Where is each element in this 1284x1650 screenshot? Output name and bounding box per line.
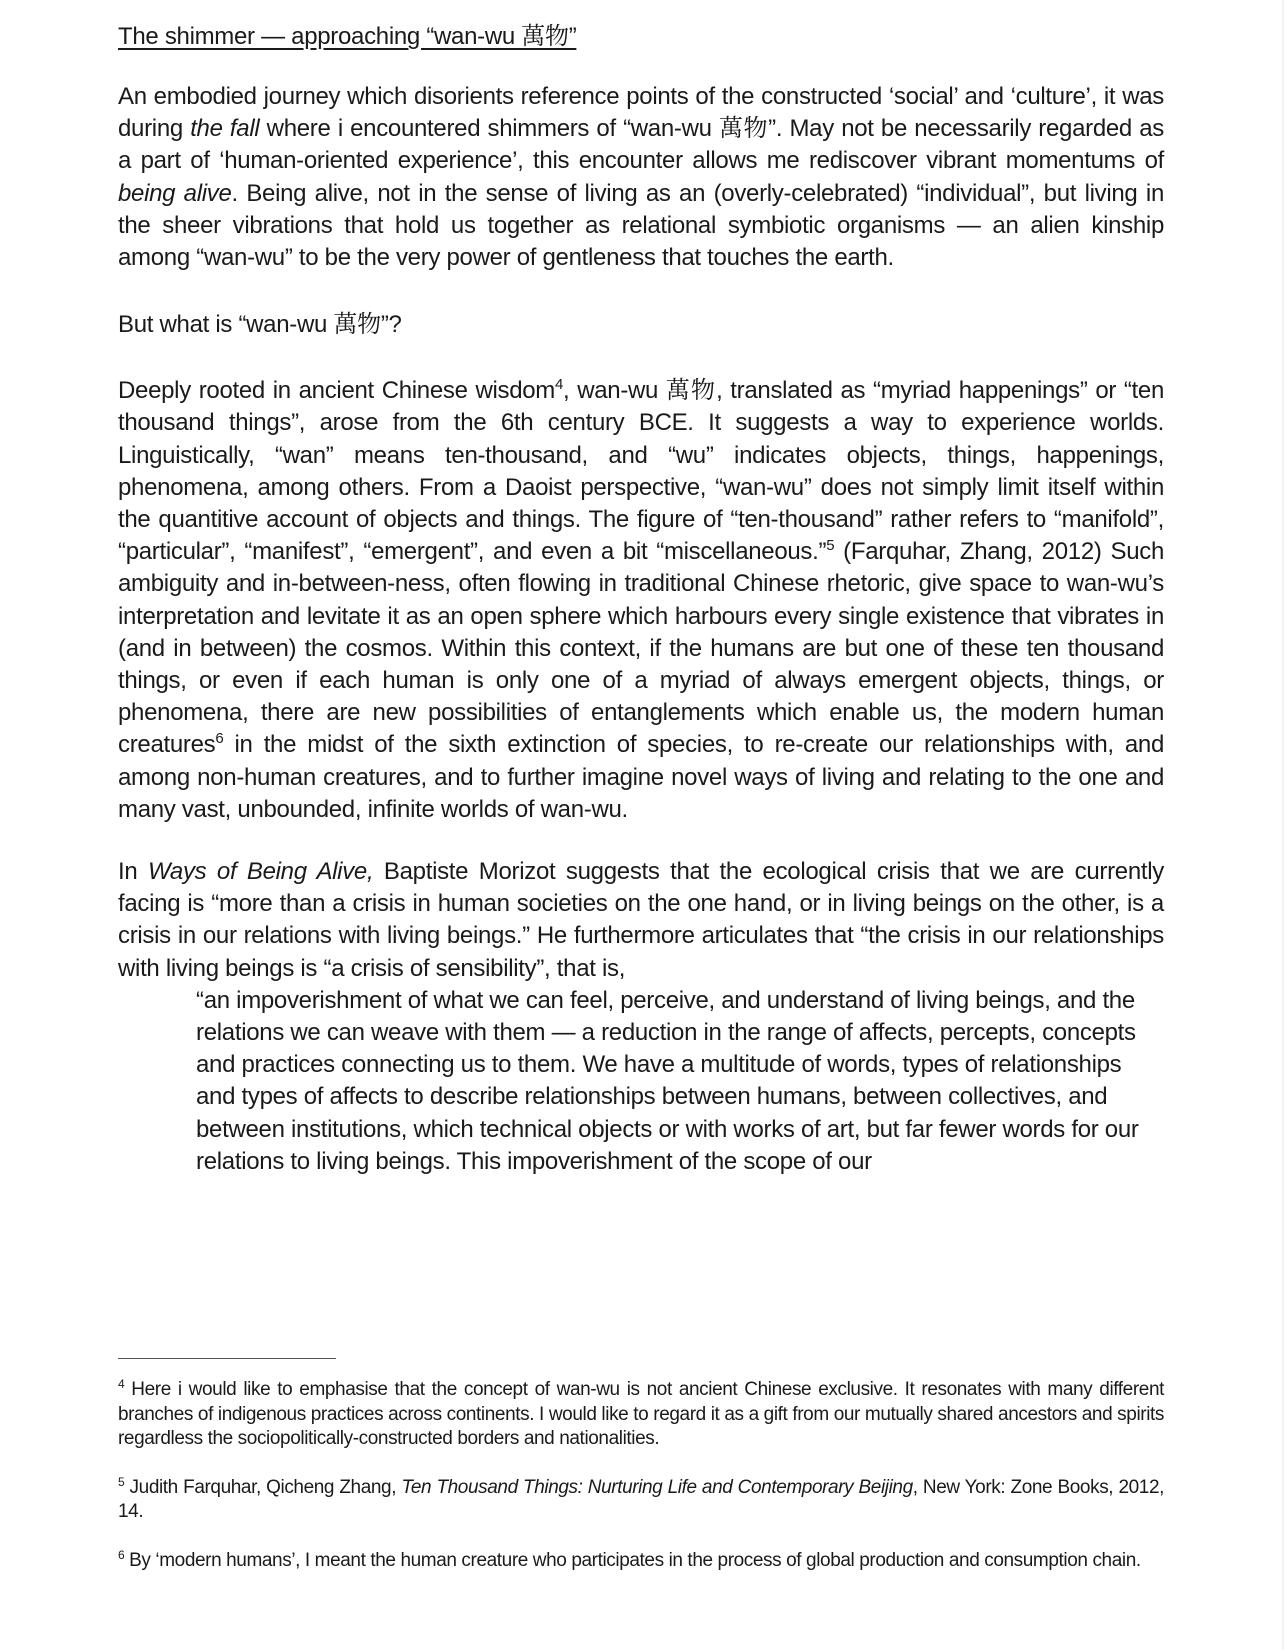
footnote-number: 5 [118, 1474, 125, 1489]
paragraph-wan-wu-text-d: in the midst of the sixth extinction of species, to re-create our relationships with, and among non-human creatures, and to further imagine novel ways of living and relating to the one and many vast, unbounded, infinite worlds of wan-wu. [118, 731, 1164, 823]
footnote-number: 4 [118, 1377, 125, 1391]
paragraph-morizot-text-a: In [118, 858, 148, 886]
footnote-5 [118, 1476, 1164, 1525]
paragraph-wan-wu-text-b: , wan-wu 萬物, translated as “myriad happenings” or “ten thousand things”, arose from the 6th century BCE. It suggests a way to experience worlds. Linguistically, “wan” means ten-thousand, and “wu” indicates objects, things, happenings, phenomena, among others. From a Daoist perspective, “wan-wu” does not simply limit itself within the quantitive account of objects and things. The figure of “ten-thousand” rather refers to “manifold”, “particular”, “manifest”, “emergent”, and even a bit “miscellaneous.” [118, 377, 1165, 566]
footnote-6 [118, 1549, 1164, 1574]
footnote-ref-5[interactable]: 5 [826, 537, 835, 555]
paragraph-intro-emphasis-being-alive: being alive [118, 179, 232, 207]
footnote-ref-4[interactable]: 4 [555, 376, 564, 394]
paragraph-intro-emphasis-fall: the fall [190, 115, 260, 143]
paragraph-intro-text-e: . Being alive, not in the sense of living as an (overly-celebrated) “individual”, but living in the sheer vibrations that hold us together as relational symbiotic organisms — an alien kinship among “wan-wu” to be the very power of gentleness that touches the earth. [118, 179, 1164, 272]
paragraph-wan-wu-text-a: Deeply rooted in ancient Chinese wisdom [118, 377, 555, 405]
footnote-number: 6 [118, 1547, 125, 1562]
paragraph-intro [118, 81, 1164, 274]
paragraph-wan-wu-text-c: (Farquhar, Zhang, 2012) Such ambiguity and in-between-ness, often flowing in traditional Chinese rhetoric, give space to wan-wu’s interpretation and levitate it as an open sphere which harbours every single existence that vibrates in (and in between) the cosmos. Within this context, if the humans are but one of these ten thousand things, or even if each human is only one of a myriad of always emergent objects, things, or phenomena, there are new possibilities of entanglements which enable us, the modern human creatures [118, 538, 1165, 759]
paragraph-intro-text-a: An embodied journey which disorients reference points of the constructed ‘social’ and ‘culture’, it was during [118, 83, 1164, 143]
document-body [118, 16, 1164, 1178]
paragraph-morizot-text-c: Baptiste Morizot suggests that the ecological crisis that we are currently facing is “more than a crisis in human societies on the one hand, or in living beings on the other, is a crisis in our relations with living beings.” He furthermore articulates that “the crisis in our relationships with living beings is “a crisis of sensibility”, that is, [118, 858, 1164, 982]
footnote-text: Here i would like to emphasise that the concept of wan-wu is not ancient Chinese exclusive. It resonates with many different branches of indigenous practices across continents. I would like to regard it as a gift from our mutually shared ancestors and spirits regardless the sociopolitically-constructed borders and nationalities. [118, 1379, 1164, 1449]
footnote-text-tail: , New York: Zone Books, 2012, 14. [118, 1476, 1164, 1522]
block-quote: “an impoverishment of what we can feel, perceive, and understand of living beings, and the relations we can weave with them — a reduction in the range of affects, percepts, concepts and practices connecting us to them. We have a multitude of words, types of relationships and types of affects to describe relationships between humans, between collectives, and between institutions, which technical objects or with works of art, but far fewer words for our relations to living beings. This impoverishment of the scope of our [196, 986, 1139, 1175]
footnote-4 [118, 1378, 1164, 1452]
footnote-book-title: Ten Thousand Things: Nurturing Life and Contemporary Beijing [401, 1476, 913, 1498]
paragraph-wan-wu [118, 375, 1164, 826]
paragraph-intro-text-c: where i encountered shimmers of “wan-wu 萬物”. May not be necessarily regarded as a part of ‘human-oriented experience’, this encounter allows me rediscover vibrant momentums of [118, 115, 1164, 175]
footnote-divider [118, 1358, 336, 1359]
paragraph-morizot [118, 856, 1164, 985]
footnote-text: By ‘modern humans’, I meant the human creature who participates in the process of global production and consumption chain. [124, 1549, 1141, 1571]
book-title-ways-of-being-alive: Ways of Being Alive, [147, 858, 374, 886]
section-heading: The shimmer — approaching “wan-wu 萬物” [118, 23, 577, 50]
footnote-text: Judith Farquhar, Qicheng Zhang, [124, 1476, 402, 1498]
footnote-ref-6[interactable]: 6 [215, 730, 224, 748]
footnotes [118, 1378, 1164, 1597]
question-line: But what is “wan-wu 萬物”? [118, 311, 402, 339]
